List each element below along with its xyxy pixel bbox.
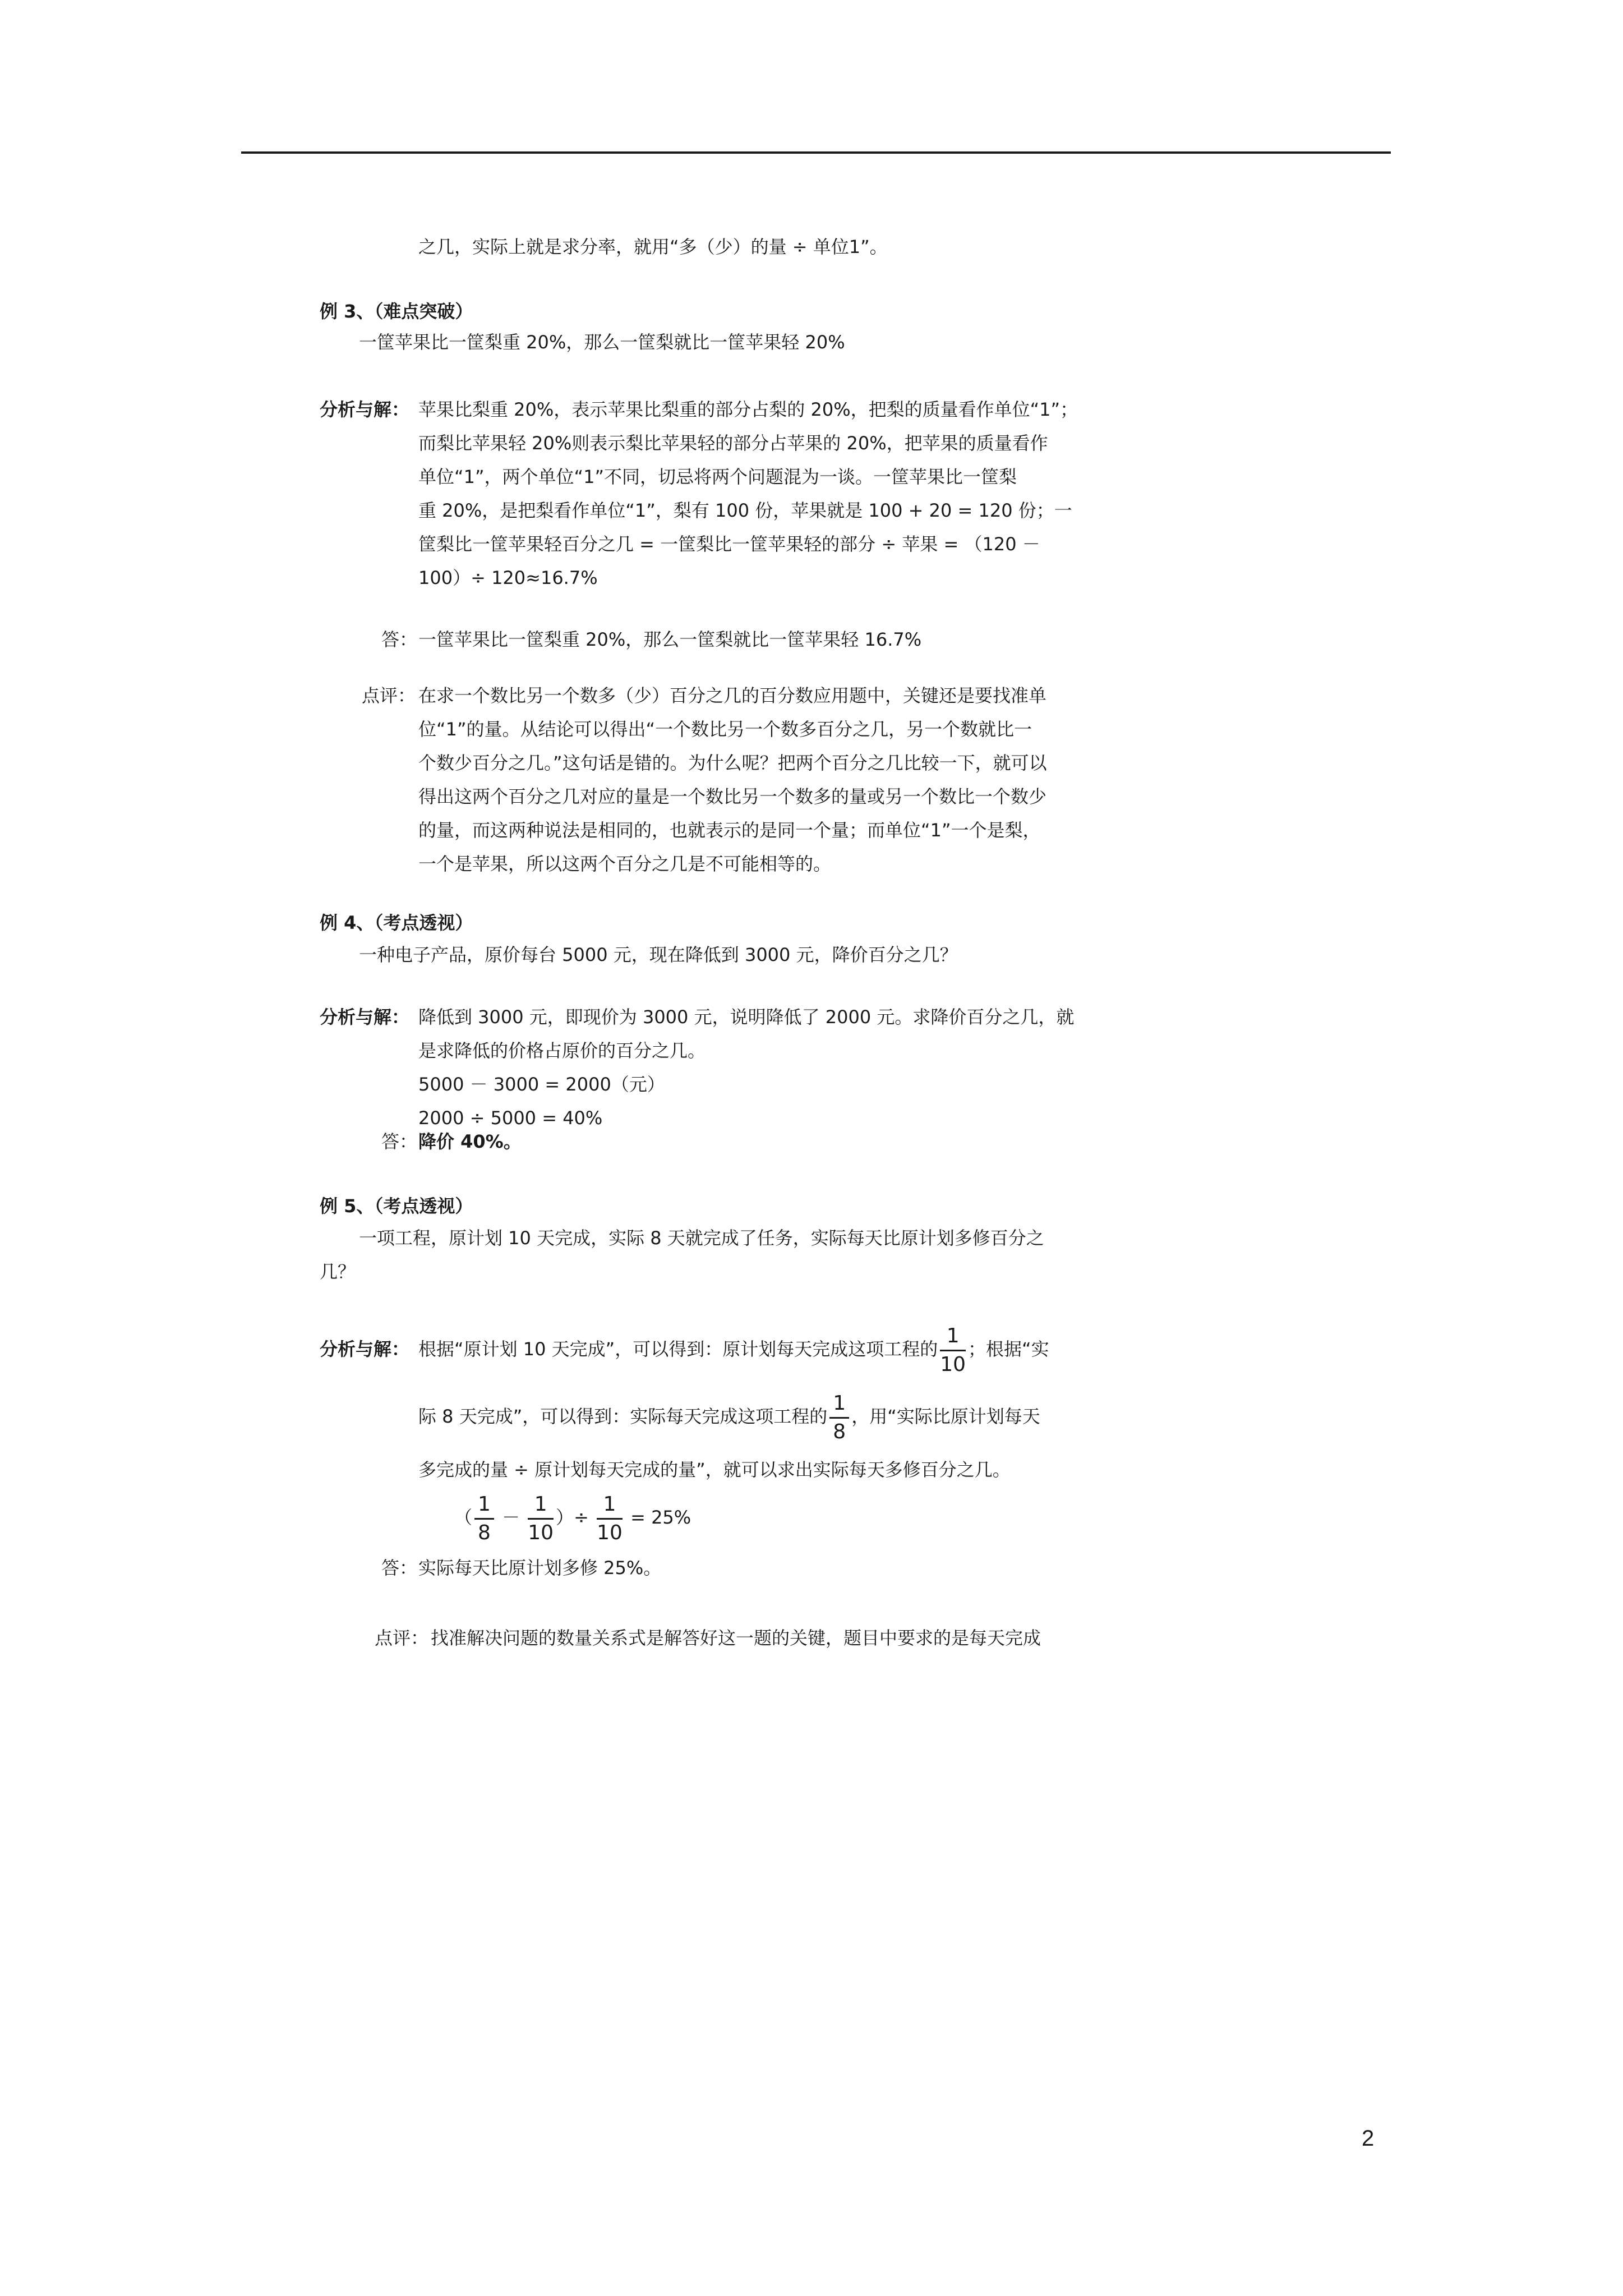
fraction-one-eighth: $\frac{1}{8}$ [474, 1494, 494, 1543]
ex3-analysis-line: 筐梨比一筐苹果轻百分之几 = 一筐梨比一筐苹果轻的部分 ÷ 苹果 = （120 － [418, 533, 1040, 555]
ex5-equation: （ $\frac{1}{8}$ － $\frac{1}{10}$ ）÷ $\frac{1}{10}$ = 25% [454, 1492, 691, 1544]
ex5-question-line2: 几？ [320, 1261, 356, 1282]
ex3-analysis-label: 分析与解： [320, 399, 410, 420]
ex5-answer: 实际每天比原计划多修 25%。 [418, 1557, 662, 1579]
ex3-question: 一筐苹果比一筐梨重 20%，那么一筐梨就比一筐苹果轻 20% [359, 332, 845, 353]
ex5-analysis-label: 分析与解： [320, 1338, 410, 1360]
ex3-analysis-line: 苹果比梨重 20%，表示苹果比梨重的部分占梨的 20%，把梨的质量看作单位“1”； [418, 399, 1078, 420]
ex4-analysis-line: 5000 － 3000 = 2000（元） [418, 1074, 665, 1095]
ex4-answer: 降价 40%。 [418, 1131, 522, 1152]
ex3-comment-line: 位“1”的量。从结论可以得出“一个数比另一个数多百分之几，另一个数就比一 [418, 719, 1032, 740]
ex3-comment-label: 点评： [362, 685, 416, 706]
intro-line: 之几，实际上就是求分率，就用“多（少）的量 ÷ 单位1”。 [418, 236, 888, 257]
header-rule [241, 151, 1391, 154]
ex5-analysis-line-3: 多完成的量 ÷ 原计划每天完成的量”，就可以求出实际每天多修百分之几。 [418, 1459, 1011, 1480]
ex3-answer: 一筐苹果比一筐梨重 20%，那么一筐梨就比一筐苹果轻 16.7% [418, 629, 922, 650]
fraction-one-eighth: $\frac{1}{8}$ [829, 1393, 849, 1442]
ex4-analysis-line: 降低到 3000 元，即现价为 3000 元，说明降低了 2000 元。求降价百分之几，就 [418, 1006, 1075, 1028]
ex3-analysis-line: 而梨比苹果轻 20%则表示梨比苹果轻的部分占苹果的 20%，把苹果的质量看作 [418, 432, 1048, 454]
ex4-analysis-label: 分析与解： [320, 1006, 410, 1028]
ex3-comment [418, 679, 1047, 881]
ex5-answer-label: 答： [381, 1557, 418, 1579]
ex5-analysis-text: 际 8 天完成”，可以得到：实际每天完成这项工程的 [418, 1406, 828, 1427]
ex3-comment-line: 个数少百分之几。”这句话是错的。为什么呢？把两个百分之几比较一下，就可以 [418, 752, 1047, 774]
ex3-comment-line: 的量，而这两种说法是相同的，也就表示的是同一个量；而单位“1”一个是梨， [418, 820, 1041, 841]
fraction-one-tenth: $\frac{1}{10}$ [528, 1492, 554, 1544]
ex5-analysis-line-2 [418, 1383, 1040, 1450]
ex5-analysis-text: ；根据“实 [968, 1338, 1049, 1360]
ex5-analysis-line-1 [418, 1315, 1049, 1383]
fraction-one-tenth: $\frac{1}{10}$ [940, 1324, 966, 1376]
ex4-analysis-line: 是求降低的价格占原价的百分之几。 [418, 1040, 706, 1061]
ex5-analysis-text: 根据“原计划 10 天完成”，可以得到：原计划每天完成这项工程的 [418, 1338, 938, 1360]
ex5-question-line1: 一项工程，原计划 10 天完成，实际 8 天就完成了任务，实际每天比原计划多修百分之 [359, 1227, 1044, 1249]
ex4-question: 一种电子产品，原价每台 5000 元，现在降低到 3000 元，降价百分之几？ [359, 944, 958, 965]
ex3-title: 例 3、（难点突破） [320, 301, 473, 322]
ex5-comment: 找准解决问题的数量关系式是解答好这一题的关键，题目中要求的是每天完成 [431, 1627, 1041, 1649]
ex3-comment-line: 得出这两个百分之几对应的量是一个数比另一个数多的量或另一个数比一个数少 [418, 786, 1047, 807]
ex5-comment-label: 点评： [375, 1627, 429, 1649]
page-number: 2 [1362, 2126, 1375, 2151]
fraction-one-tenth: $\frac{1}{10}$ [597, 1492, 623, 1544]
ex4-analysis [418, 1000, 1074, 1135]
ex4-answer-label: 答： [381, 1131, 418, 1152]
ex3-comment-line: 在求一个数比另一个数多（少）百分之几的百分数应用题中，关键还是要找准单 [418, 685, 1047, 706]
ex3-analysis [418, 393, 1078, 595]
ex3-analysis-line: 单位“1”，两个单位“1”不同，切忌将两个问题混为一谈。一筐苹果比一筐梨 [418, 466, 1017, 487]
ex4-analysis-line: 2000 ÷ 5000 = 40% [418, 1107, 603, 1129]
ex3-answer-label: 答： [381, 629, 418, 650]
ex5-analysis-text: ，用“实际比原计划每天 [851, 1406, 1040, 1427]
ex4-title: 例 4、（考点透视） [320, 912, 473, 933]
ex5-title: 例 5、（考点透视） [320, 1195, 473, 1217]
ex3-comment-line: 一个是苹果，所以这两个百分之几是不可能相等的。 [418, 853, 832, 875]
ex3-analysis-line: 100）÷ 120≈16.7% [418, 567, 598, 588]
ex3-analysis-line: 重 20%，是把梨看作单位“1”，梨有 100 份，苹果就是 100 + 20 = 120 份；一 [418, 500, 1072, 521]
